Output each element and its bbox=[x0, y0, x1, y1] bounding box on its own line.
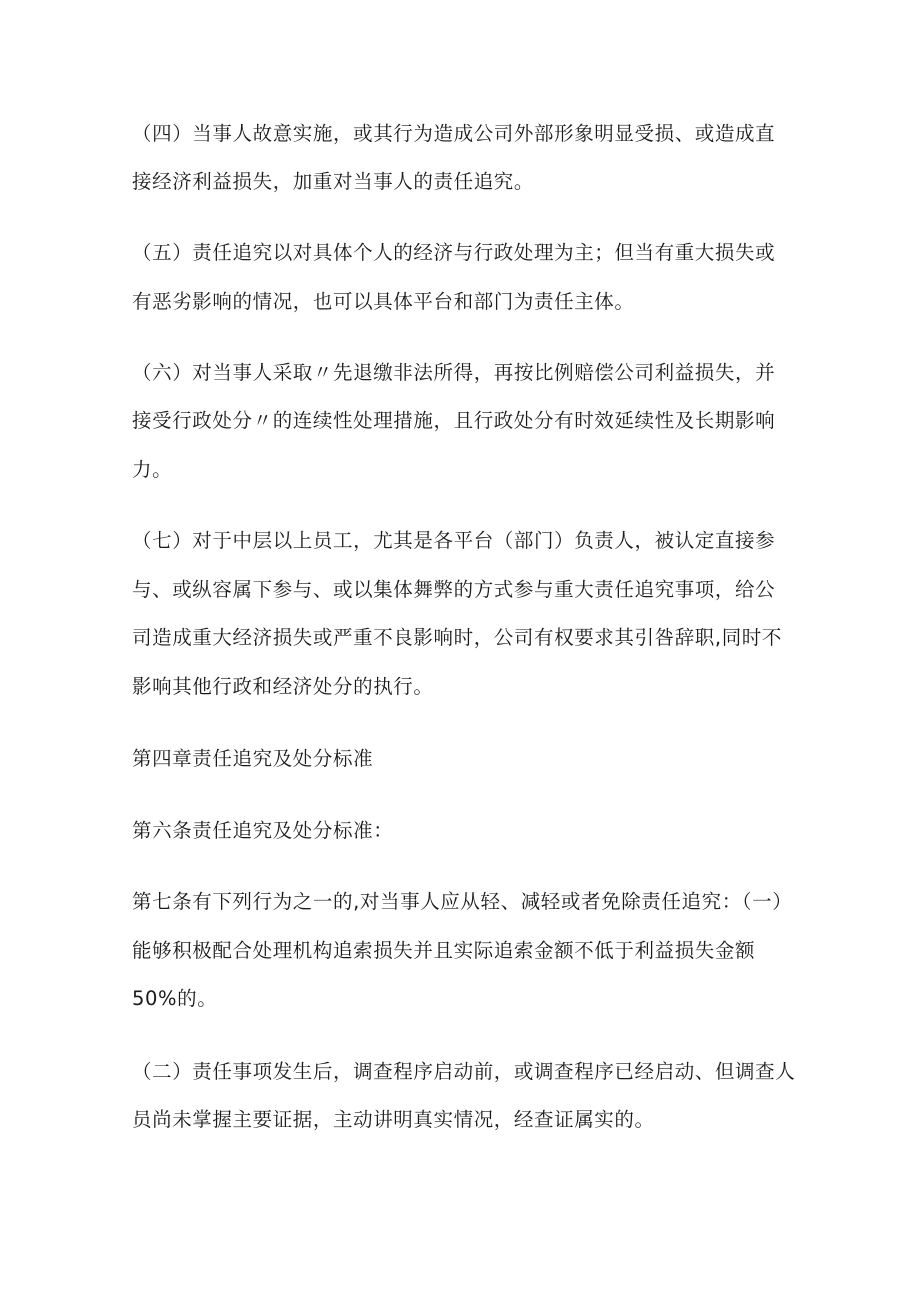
paragraph-5-line-1: （五）责任追究以对具体个人的经济与行政处理为主；但当有重大损失或 bbox=[132, 241, 776, 264]
article-6-heading: 第六条责任追究及处分标准： bbox=[132, 819, 394, 842]
paragraph-7-line-2: 与、或纵容属下参与、或以集体舞弊的方式参与重大责任追究事项，给公 bbox=[132, 578, 776, 601]
paragraph-6-line-1: （六）对当事人采取〃先退缴非法所得，再按比例赔偿公司利益损失，并 bbox=[132, 361, 776, 384]
paragraph-5-line-2: 有恶劣影响的情况，也可以具体平台和部门为责任主体。 bbox=[132, 290, 635, 313]
paragraph-6-line-3: 力。 bbox=[132, 458, 173, 481]
item-2-line-2: 员尚未掌握主要证据，主动讲明真实情况，经查证属实的。 bbox=[132, 1108, 655, 1131]
paragraph-7-line-1: （七）对于中层以上员工，尤其是各平台（部门）负责人，被认定直接参 bbox=[132, 529, 776, 552]
paragraph-4-line-1: （四）当事人故意实施，或其行为造成公司外部形象明显受损、或造成直 bbox=[132, 122, 776, 145]
paragraph-7-line-3: 司造成重大经济损失或严重不良影响时，公司有权要求其引咎辞职,同时不 bbox=[132, 626, 782, 649]
paragraph-4-line-2: 接经济利益损失，加重对当事人的责任追究。 bbox=[132, 170, 535, 193]
article-7-line-3: 50%的。 bbox=[132, 987, 218, 1010]
chapter-4-heading: 第四章责任追究及处分标准 bbox=[132, 747, 374, 770]
item-2-line-1: （二）责任事项发生后，调查程序启动前，或调查程序已经启动、但调查人 bbox=[132, 1060, 796, 1083]
article-7-line-1: 第七条有下列行为之一的,对当事人应从轻、减轻或者免除责任追究：（一） bbox=[132, 890, 793, 913]
article-7-line-2: 能够积极配合处理机构追索损失并且实际追索金额不低于利益损失金额 bbox=[132, 939, 756, 962]
paragraph-6-line-2: 接受行政处分〃的连续性处理措施，且行政处分有时效延续性及长期影响 bbox=[132, 409, 776, 432]
paragraph-7-line-4: 影响其他行政和经济处分的执行。 bbox=[132, 675, 434, 698]
